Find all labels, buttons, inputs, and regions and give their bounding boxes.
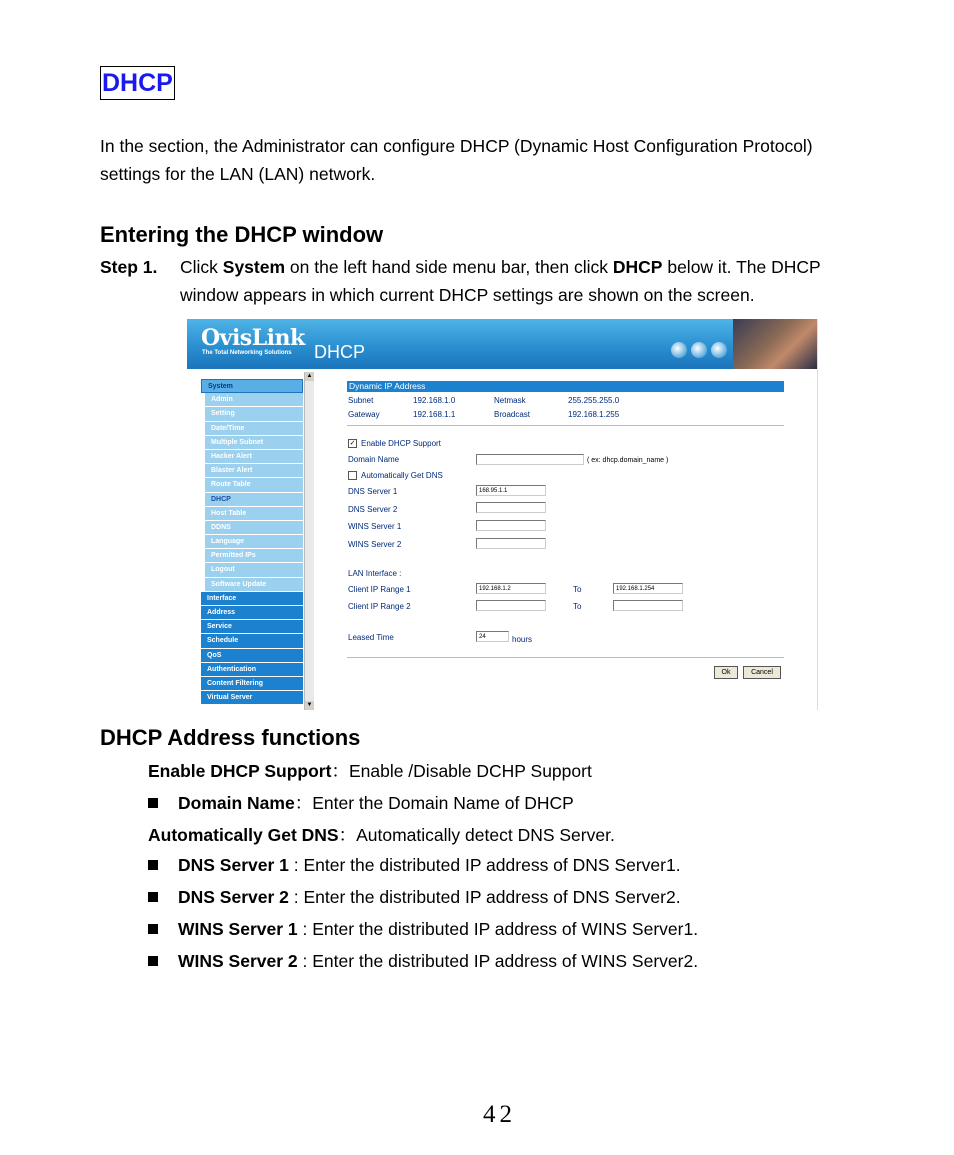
globe-icon	[691, 342, 707, 358]
enable-dhcp-checkbox[interactable]: ✓	[349, 440, 356, 448]
function-desc: : Enter the distributed IP address of WINS Server1.	[297, 919, 699, 939]
leased-time-label: Leased Time	[348, 633, 394, 642]
subnet-label: Subnet	[348, 396, 374, 405]
sidebar-item-service[interactable]: Service	[201, 620, 303, 634]
domain-name-input[interactable]	[476, 454, 584, 465]
function-desc: ：Automatically detect DNS Server.	[338, 825, 615, 845]
range1-label: Client IP Range 1	[348, 585, 411, 594]
step-label: Step 1.	[100, 257, 158, 277]
gateway-label: Gateway	[348, 410, 380, 419]
function-term: WINS Server 2	[178, 951, 298, 971]
square-bullet-icon	[148, 798, 158, 808]
step-1-text	[180, 253, 920, 309]
hours-label: hours	[512, 635, 533, 644]
banner-page-name: DHCP	[314, 342, 366, 362]
function-term: DNS Server 2	[178, 887, 289, 907]
step-text-b: on the left hand side menu bar, then click	[285, 257, 613, 277]
range2-to-label: To	[573, 602, 582, 611]
function-desc: ：Enter the Domain Name of DHCP	[294, 793, 574, 813]
intro-paragraph	[100, 132, 813, 188]
dns1-input[interactable]: 168.95.1.1	[476, 485, 546, 496]
leased-time-input[interactable]: 24	[476, 631, 509, 642]
step-1	[100, 253, 157, 281]
sidebar-item-virtual-server[interactable]: Virtual Server	[201, 691, 303, 705]
page-title: DHCP	[100, 66, 175, 100]
function-term: Automatically Get DNS	[148, 825, 339, 845]
enable-dhcp-label: Enable DHCP Support	[361, 439, 441, 448]
sidebar-item-date-time[interactable]: Date/Time	[205, 422, 303, 436]
auto-dns-checkbox[interactable]	[348, 471, 357, 480]
sidebar-item-hacker-alert[interactable]: Hacker Alert	[205, 450, 303, 464]
step-bold-dhcp: DHCP	[612, 257, 663, 277]
netmask-value: 255.255.255.0	[568, 396, 620, 405]
broadcast-label: Broadcast	[494, 410, 531, 419]
banner-photo	[733, 319, 817, 369]
step-bold-system: System	[222, 257, 286, 277]
sidebar-item-multiple-subnet[interactable]: Multiple Subnet	[205, 436, 303, 450]
function-term: DNS Server 1	[178, 855, 289, 875]
square-bullet-icon	[148, 892, 158, 902]
wins2-input[interactable]	[476, 538, 546, 549]
wins1-label: WINS Server 1	[348, 522, 402, 531]
sidebar-item-host-table[interactable]: Host Table	[205, 507, 303, 521]
function-dns2	[148, 887, 681, 908]
square-bullet-icon	[148, 924, 158, 934]
domain-name-label: Domain Name	[348, 455, 400, 464]
ovislink-logo: OvisLink	[201, 325, 305, 351]
square-bullet-icon	[148, 956, 158, 966]
sidebar-item-dhcp[interactable]: DHCP	[205, 493, 303, 507]
broadcast-value: 192.168.1.255	[568, 410, 620, 419]
intro-line-2: settings for the LAN (LAN) network.	[100, 164, 376, 184]
subnet-value: 192.168.1.0	[413, 396, 456, 405]
sidebar-scrollbar[interactable]	[304, 372, 314, 710]
sidebar-item-permitted-ips[interactable]: Permitted IPs	[205, 549, 303, 563]
divider	[347, 657, 784, 658]
divider	[347, 425, 784, 426]
sidebar-item-ddns[interactable]: DDNS	[205, 521, 303, 535]
page-number: 42	[483, 1101, 516, 1128]
logo-tagline: The Total Networking Solutions	[202, 350, 292, 356]
step-line-2: window appears in which current DHCP settings are shown on the screen.	[180, 285, 755, 305]
sidebar-item-admin[interactable]: Admin	[205, 393, 303, 407]
sidebar-item-setting[interactable]: Setting	[205, 407, 303, 421]
sidebar-item-interface[interactable]: Interface	[201, 592, 303, 606]
dynamic-ip-header: Dynamic IP Address	[347, 381, 784, 392]
sidebar-item-software-update[interactable]: Software Update	[205, 578, 303, 592]
scroll-up-icon[interactable]: ▲	[306, 373, 313, 379]
range2-to-input[interactable]	[613, 600, 683, 611]
sidebar-item-logout[interactable]: Logout	[205, 563, 303, 577]
function-dns1	[148, 855, 681, 876]
sidebar-item-content-filtering[interactable]: Content Filtering	[201, 677, 303, 691]
functions-heading: DHCP Address functions	[100, 725, 361, 750]
globe-icon	[711, 342, 727, 358]
scroll-down-icon[interactable]: ▼	[306, 702, 313, 708]
dns1-label: DNS Server 1	[348, 487, 398, 496]
range2-label: Client IP Range 2	[348, 602, 411, 611]
range1-to-label: To	[573, 585, 582, 594]
sidebar-item-authentication[interactable]: Authentication	[201, 663, 303, 677]
step-text-c: below it. The DHCP	[662, 257, 821, 277]
range1-from-input[interactable]: 192.168.1.2	[476, 583, 546, 594]
function-auto-dns	[148, 822, 615, 847]
gateway-value: 192.168.1.1	[413, 410, 456, 419]
intro-line-1: In the section, the Administrator can configure DHCP (Dynamic Host Configuration Protocol)	[100, 136, 813, 156]
auto-dns-row	[348, 471, 443, 480]
globe-icon	[671, 342, 687, 358]
function-desc: : Enter the distributed IP address of DNS Server2.	[288, 887, 681, 907]
entering-heading: Entering the DHCP window	[100, 222, 384, 247]
function-term: Enable DHCP Support	[148, 761, 332, 781]
cancel-button[interactable]: Cancel	[743, 666, 781, 679]
sidebar-item-address[interactable]: Address	[201, 606, 303, 620]
function-wins1	[148, 919, 698, 940]
dns2-label: DNS Server 2	[348, 505, 398, 514]
sidebar-item-language[interactable]: Language	[205, 535, 303, 549]
wins1-input[interactable]	[476, 520, 546, 531]
sidebar-menu	[201, 379, 303, 705]
square-bullet-icon	[148, 860, 158, 870]
sidebar-item-blaster-alert[interactable]: Blaster Alert	[205, 464, 303, 478]
wins2-label: WINS Server 2	[348, 540, 402, 549]
step-line-1	[180, 253, 920, 281]
function-term: Domain Name	[178, 793, 295, 813]
auto-dns-label: Automatically Get DNS	[361, 471, 443, 480]
sidebar-item-qos[interactable]: QoS	[201, 649, 303, 663]
dhcp-window-screenshot	[187, 319, 818, 710]
function-wins2	[148, 951, 698, 972]
step-text-a: Click	[180, 257, 223, 277]
dhcp-form	[347, 381, 784, 676]
sidebar-item-system[interactable]: System	[201, 379, 303, 393]
lan-interface-label: LAN Interface :	[348, 569, 402, 578]
function-desc: : Enter the distributed IP address of WINS Server2.	[297, 951, 699, 971]
range2-from-input[interactable]	[476, 600, 546, 611]
range1-to-input[interactable]: 192.168.1.254	[613, 583, 683, 594]
enable-dhcp-row	[348, 439, 441, 448]
globe-icons	[671, 342, 731, 363]
function-desc: : Enter the distributed IP address of DNS Server1.	[288, 855, 681, 875]
netmask-label: Netmask	[494, 396, 526, 405]
function-enable-dhcp	[148, 758, 592, 783]
function-term: WINS Server 1	[178, 919, 298, 939]
dns2-input[interactable]	[476, 502, 546, 513]
banner	[187, 319, 817, 369]
domain-hint: ( ex: dhcp.domain_name )	[587, 457, 669, 464]
sidebar-item-schedule[interactable]: Schedule	[201, 634, 303, 648]
function-domain-name	[148, 790, 574, 815]
sidebar-item-route-table[interactable]: Route Table	[205, 478, 303, 492]
ok-button[interactable]: Ok	[714, 666, 738, 679]
function-desc: ：Enable /Disable DCHP Support	[331, 761, 592, 781]
